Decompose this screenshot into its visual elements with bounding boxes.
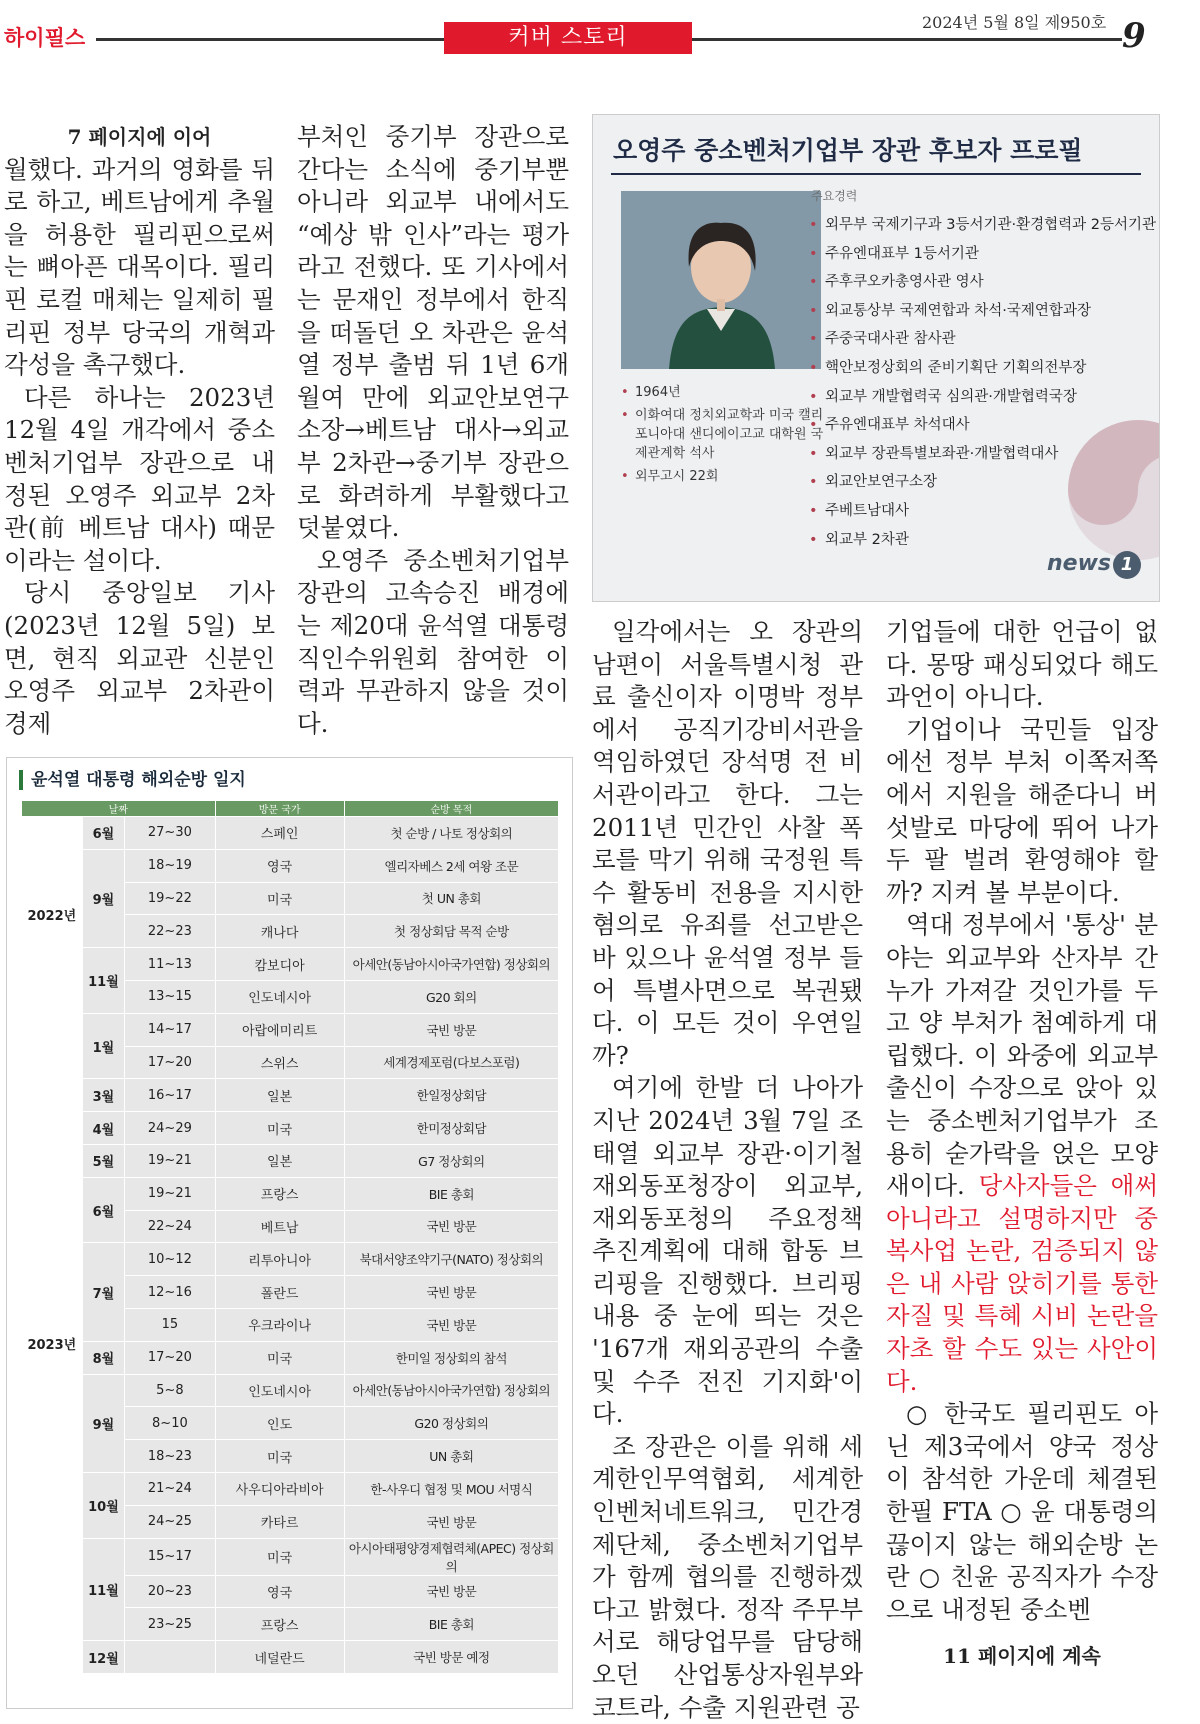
table-row	[22, 1177, 559, 1210]
table-row	[22, 817, 559, 850]
purpose-cell: 아세안(동남아시아국가연합) 정상회의	[344, 948, 558, 981]
country-cell: 미국	[215, 1112, 344, 1145]
career-item: • 핵안보정상회의 준비기획단 기획의전부장	[809, 354, 1149, 383]
country-cell: 영국	[215, 849, 344, 882]
purpose-cell: 한미일 정상회의 참석	[344, 1341, 558, 1374]
table-row	[22, 849, 559, 882]
country-cell: 일본	[215, 1144, 344, 1177]
table-row	[22, 1341, 559, 1374]
day-cell: 22~24	[125, 1210, 215, 1243]
day-cell: 19~21	[125, 1177, 215, 1210]
table-row	[22, 1243, 559, 1276]
paragraph-text: 역대 정부에서 '통상' 분야는 외교부와 산자부 간 누가 가져갈 것인가를 두고 양 부처가 첨예하게 대립했다. 이 와중에 외교부 출신이 수장으로 앉아 있는 중소벤처기업부가 조용히 숟가락을 얹은 모양새이다.	[886, 910, 1158, 1201]
paragraph: 당시 중앙일보 기사(2023년 12월 5일) 보면, 현직 외교관 신분인 오영주 외교부 2차관이 경제	[4, 578, 275, 738]
purpose-cell: 국빈 방문 예정	[344, 1641, 558, 1674]
country-cell: 스위스	[215, 1046, 344, 1079]
career-item: • 주유엔대표부 차석대사	[809, 411, 1149, 440]
section-label: 커버 스토리	[444, 22, 692, 54]
day-cell: 21~24	[125, 1472, 215, 1505]
month-cell: 10월	[82, 1472, 125, 1538]
country-cell: 캄보디아	[215, 948, 344, 981]
purpose-cell: 국빈 방문	[344, 1505, 558, 1538]
day-cell: 23~25	[125, 1608, 215, 1641]
paragraph: 월했다. 과거의 영화를 뒤로 하고, 베트남에게 추월을 허용한 필리핀으로써는 뼈아픈 대목이다. 필리핀 로컬 매체는 일제히 필리핀 정부 당국의 개혁과 각성을 촉구했다.	[4, 154, 275, 380]
taegeuk-emblem-icon	[1063, 415, 1160, 565]
paragraph: 부처인 중기부 장관으로 간다는 소식에 중기부뿐아니라 외교부 내에서도 “예상 밖 인사”라는 평가라고 전했다. 또 기사에서는 문재인 정부에서 한직을 떠돌던 오 차관은 윤석열 정부 출범 뒤 1년 6개월여 만에 외교안보연구소장→베트남 대사→외교부 2차관→중기부 장관으로 화려하게 부활했다고 덧붙였다.	[297, 122, 569, 543]
article-column-3	[592, 616, 863, 1724]
day-cell: 15~17	[125, 1538, 215, 1575]
table-row	[22, 1472, 559, 1505]
paragraph: 기업들에 대한 언급이 없다. 몽땅 패싱되었다 해도 과언이 아니다.	[886, 617, 1158, 712]
country-cell: 미국	[215, 1538, 344, 1575]
table-row	[22, 948, 559, 981]
bio-item: • 1964년	[621, 383, 831, 402]
day-cell	[125, 1641, 215, 1674]
country-cell: 아랍에미리트	[215, 1013, 344, 1046]
header-rule-right	[692, 38, 1122, 41]
month-cell: 11월	[82, 1538, 125, 1641]
paragraph: 조 장관은 이를 위해 세계한인무역협회, 세계한인벤처네트워크, 민간경제단체, 중소벤처기업부가 함께 협의를 진행하겠다고 밝혔다. 정작 주무부서로 해당업무를 담당해 오던 산업통상자원부와 코트라, 수출 지원관련 공	[592, 1431, 863, 1722]
news-logo: news 1	[1047, 551, 1141, 579]
month-cell: 12월	[82, 1641, 125, 1674]
purpose-cell: 국빈 방문	[344, 1013, 558, 1046]
table-header-row	[22, 801, 559, 817]
country-cell: 카타르	[215, 1505, 344, 1538]
bio-item: • 이화여대 정치외교학과 미국 캘리포니아대 샌디에이고교 대학원 국제관계학 석사	[621, 406, 831, 463]
month-cell: 9월	[82, 1374, 125, 1472]
country-cell: 미국	[215, 1341, 344, 1374]
header-date: 날짜	[22, 801, 216, 817]
country-cell: 리투아니아	[215, 1243, 344, 1276]
career-item: • 외교부 2차관	[809, 526, 1149, 555]
purpose-cell: 아시아태평양경제협력체(APEC) 정상회의	[344, 1538, 558, 1575]
page-number: 9	[1122, 16, 1146, 56]
highlighted-text: 당사자들은 애써 아니라고 설명하지만 중복사업 논란, 검증되지 않은 내 사람 앉히기를 통한 자질 및 특혜 시비 논란을 자초 할 수도 있는 사안이다.	[886, 1171, 1158, 1396]
day-cell: 16~17	[125, 1079, 215, 1112]
schedule-body	[22, 817, 559, 1674]
country-cell: 인도네시아	[215, 980, 344, 1013]
purpose-cell: 첫 순방 / 나토 정상회의	[344, 817, 558, 850]
purpose-cell: 엘리자베스 2세 여왕 조문	[344, 849, 558, 882]
month-cell: 6월	[82, 817, 125, 850]
table-row	[22, 1641, 559, 1674]
header-country: 방문 국가	[215, 801, 344, 817]
country-cell: 우크라이나	[215, 1308, 344, 1341]
overseas-trip-schedule	[6, 757, 573, 1709]
day-cell: 24~25	[125, 1505, 215, 1538]
purpose-cell: 국빈 방문	[344, 1575, 558, 1608]
purpose-cell: 국빈 방문	[344, 1276, 558, 1309]
career-item: • 외교부 장관특별보좌관·개발협력대사	[809, 440, 1149, 469]
paragraph: ○ 한국도 필리핀도 아닌 제3국에서 양국 정상이 참석한 가운데 체결된 한필 FTA ○ 윤 대통령의 끊이지 않는 해외순방 논란 ○ 친윤 공직자가 수장으로 내정된 중소벤	[886, 1399, 1158, 1624]
country-cell: 사우디아라비아	[215, 1472, 344, 1505]
continued-from-label: 7 페이지에 이어	[67, 125, 212, 149]
month-cell: 9월	[82, 849, 125, 947]
career-item: • 외무부 국제기구과 3등서기관·환경협력과 2등서기관	[809, 211, 1149, 240]
day-cell: 14~17	[125, 1013, 215, 1046]
day-cell: 20~23	[125, 1575, 215, 1608]
month-cell: 3월	[82, 1079, 125, 1112]
purpose-cell: 한-사우디 협정 및 MOU 서명식	[344, 1472, 558, 1505]
career-item: • 외교통상부 국제연합과 차석·국제연합과장	[809, 297, 1149, 326]
month-cell: 8월	[82, 1341, 125, 1374]
schedule-table	[21, 800, 559, 1674]
paragraph	[886, 909, 1158, 1398]
purpose-cell: G20 정상회의	[344, 1407, 558, 1440]
month-cell: 4월	[82, 1112, 125, 1145]
day-cell: 5~8	[125, 1374, 215, 1407]
country-cell: 미국	[215, 1440, 344, 1473]
day-cell: 8~10	[125, 1407, 215, 1440]
country-cell: 프랑스	[215, 1177, 344, 1210]
purpose-cell: 한미정상회담	[344, 1112, 558, 1145]
career-heading: 주요경력	[811, 189, 858, 203]
purpose-cell: 첫 정상회담 목적 순방	[344, 915, 558, 948]
country-cell: 인도네시아	[215, 1374, 344, 1407]
year-cell: 2022년	[22, 817, 83, 1014]
day-cell: 13~15	[125, 980, 215, 1013]
schedule-title: 윤석열 대통령 해외순방 일지	[19, 770, 246, 790]
country-cell: 인도	[215, 1407, 344, 1440]
day-cell: 15	[125, 1308, 215, 1341]
news-logo-mark: 1	[1113, 551, 1141, 579]
brand-logo: 하이필스	[4, 26, 86, 50]
table-row	[22, 1538, 559, 1575]
header-rule-left	[96, 38, 444, 41]
bio-item: • 외무고시 22회	[621, 467, 831, 486]
day-cell: 19~22	[125, 882, 215, 915]
day-cell: 24~29	[125, 1112, 215, 1145]
purpose-cell: 국빈 방문	[344, 1308, 558, 1341]
table-row	[22, 1144, 559, 1177]
purpose-cell: UN 총회	[344, 1440, 558, 1473]
header-purpose: 순방 목적	[344, 801, 558, 817]
day-cell: 17~20	[125, 1046, 215, 1079]
purpose-cell: 세계경제포럼(다보스포럼)	[344, 1046, 558, 1079]
profile-graphic	[592, 114, 1160, 602]
purpose-cell: BIE 총회	[344, 1608, 558, 1641]
career-item: • 외교안보연구소장	[809, 468, 1149, 497]
day-cell: 19~21	[125, 1144, 215, 1177]
table-row	[22, 1112, 559, 1145]
paragraph: 일각에서는 오 장관의 남편이 서울특별시청 관료 출신이자 이명박 정부에서 공직기강비서관을 역임하였던 장석명 전 비서관이라고 한다. 그는 2011년 민간인 사찰 폭로를 막기 위해 국정원 특수 활동비 전용을 지시한 혐의로 유죄를 선고받은 바 있으나 윤석열 정부 들어 특별사면으로 복권됐다. 이 모든 것이 우연일까?	[592, 617, 863, 1070]
paragraph: 오영주 중소벤처기업부 장관의 고속승진 배경에는 제20대 윤석열 대통령 직인수위원회 참여한 이력과 무관하지 않을 것이다.	[297, 545, 569, 738]
candidate-photo	[621, 191, 821, 369]
purpose-cell: 첫 UN 총회	[344, 882, 558, 915]
day-cell: 18~23	[125, 1440, 215, 1473]
table-row	[22, 1013, 559, 1046]
day-cell: 10~12	[125, 1243, 215, 1276]
career-item: • 주후쿠오카총영사관 영사	[809, 268, 1149, 297]
profile-bio	[621, 383, 831, 490]
country-cell: 일본	[215, 1079, 344, 1112]
day-cell: 22~23	[125, 915, 215, 948]
paragraph: 기업이나 국민들 입장에선 정부 부처 이쪽저쪽에서 지원을 해준다니 버섯발로 마당에 뛰어 나가 두 팔 벌려 환영해야 할까? 지켜 볼 부분이다.	[886, 714, 1158, 907]
day-cell: 11~13	[125, 948, 215, 981]
continued-to-label: 11 페이지에 계속	[943, 1644, 1101, 1669]
purpose-cell: G7 정상회의	[344, 1144, 558, 1177]
month-cell: 11월	[82, 948, 125, 1014]
month-cell: 6월	[82, 1177, 125, 1243]
career-item: • 주유엔대표부 1등서기관	[809, 240, 1149, 269]
day-cell: 18~19	[125, 849, 215, 882]
country-cell: 네덜란드	[215, 1641, 344, 1674]
country-cell: 미국	[215, 882, 344, 915]
country-cell: 스페인	[215, 817, 344, 850]
career-item: • 주베트남대사	[809, 497, 1149, 526]
month-cell: 5월	[82, 1144, 125, 1177]
country-cell: 프랑스	[215, 1608, 344, 1641]
purpose-cell: G20 회의	[344, 980, 558, 1013]
day-cell: 27~30	[125, 817, 215, 850]
issue-date: 2024년 5월 8일 제950호	[922, 13, 1107, 32]
country-cell: 베트남	[215, 1210, 344, 1243]
profile-divider	[611, 173, 1141, 175]
day-cell: 12~16	[125, 1276, 215, 1309]
table-row	[22, 1374, 559, 1407]
table-row	[22, 1079, 559, 1112]
purpose-cell: BIE 총회	[344, 1177, 558, 1210]
country-cell: 캐나다	[215, 915, 344, 948]
career-item: • 주중국대사관 참사관	[809, 325, 1149, 354]
article-column-1	[4, 121, 275, 740]
year-cell: 2023년	[22, 1013, 83, 1673]
month-cell: 7월	[82, 1243, 125, 1341]
purpose-cell: 국빈 방문	[344, 1210, 558, 1243]
day-cell: 17~20	[125, 1341, 215, 1374]
profile-title: 오영주 중소벤처기업부 장관 후보자 프로필	[613, 136, 1083, 165]
purpose-cell: 한일정상회담	[344, 1079, 558, 1112]
country-cell: 영국	[215, 1575, 344, 1608]
purpose-cell: 아세안(동남아시아국가연합) 정상회의	[344, 1374, 558, 1407]
purpose-cell: 북대서양조약기구(NATO) 정상회의	[344, 1243, 558, 1276]
article-column-2	[297, 121, 569, 740]
career-item: • 외교부 개발협력국 심의관·개발협력국장	[809, 383, 1149, 412]
paragraph: 여기에 한발 더 나아가 지난 2024년 3월 7일 조태열 외교부 장관·이기철 재외동포청장이 외교부, 재외동포청의 주요정책 추진계획에 대해 합동 브리핑을 진행했다. 브리핑 내용 중 눈에 띄는 것은 '167개 재외공관의 수출 및 수주 전진 기지화'이다.	[592, 1073, 863, 1429]
month-cell: 1월	[82, 1013, 125, 1079]
country-cell: 폴란드	[215, 1276, 344, 1309]
paragraph: 다른 하나는 2023년 12월 4일 개각에서 중소벤처기업부 장관으로 내정된 오영주 외교부 2차관(前 베트남 대사) 때문이라는 설이다.	[4, 382, 275, 575]
article-column-4	[886, 616, 1158, 1673]
